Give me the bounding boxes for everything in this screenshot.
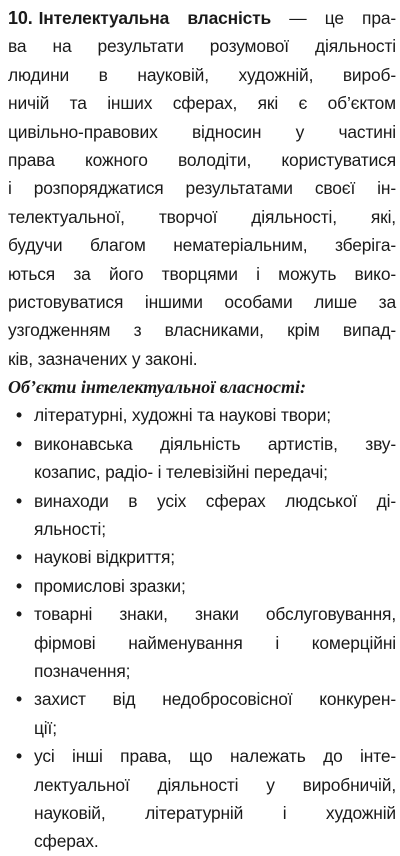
object-item-unfair-competition (8, 685, 396, 713)
definition-line-11: ристовуватися іншими особами лише за (8, 291, 396, 312)
object-item-trademarks (8, 600, 396, 628)
object-item-text: виконавська діяльність артистів, зву- (34, 433, 396, 454)
object-item-continuation: лектуальної діяльності у виробничій, (34, 774, 396, 795)
bullet-icon: • (16, 547, 22, 568)
bullet-icon: • (16, 433, 22, 454)
definition-line-6: права кожного володіти, користуватися (8, 149, 396, 170)
definition-line-8: телектуальної, творчої діяльності, які, (8, 206, 396, 227)
definition-line-3: людини в науковій, художній, вироб- (8, 64, 396, 85)
object-item-continuation: науковій, літературній і художній (34, 802, 396, 823)
definition-line-9: будучи благом нематеріальним, зберіга- (8, 235, 396, 256)
definition-line-7: і розпоряджатися результатами своєї ін- (8, 178, 396, 199)
object-item-text: літературні, художні та наукові твори; (34, 405, 331, 426)
object-item-text: усі інші права, що належать до інте- (34, 746, 396, 767)
object-item-continuation: яльності; (34, 519, 106, 540)
object-item-continuation: козапис, радіо- і телевізійні передачі; (34, 462, 328, 483)
bullet-icon: • (16, 490, 22, 511)
object-item-discoveries (8, 543, 396, 571)
bullet-icon: • (16, 575, 22, 596)
object-item-text: промислові зразки; (34, 575, 186, 596)
bullet-icon: • (16, 689, 22, 710)
definition-line-13: ків, зазначених у законі. (8, 348, 198, 369)
object-item-text: захист від недобросовісної конкурен- (34, 689, 396, 710)
objects-heading: Об’єкти інтелектуальної власності: (8, 377, 307, 398)
object-item-other-rights (8, 742, 396, 770)
definition-line-1 (8, 4, 396, 32)
definition-text: — це пра- (271, 8, 397, 28)
item-number: 10. (8, 8, 33, 28)
object-item-continuation: сферах. (34, 831, 99, 852)
object-item-literary-works (8, 401, 396, 429)
term-title: Інтелектуальна власність (38, 8, 272, 28)
bullet-icon: • (16, 405, 22, 426)
object-item-continuation: ції; (34, 717, 57, 738)
textbook-page (8, 4, 396, 856)
object-item-continuation: фірмові найменування і комерційні (34, 632, 396, 653)
definition-line-5: цивільно-правових відносин у частині (8, 121, 396, 142)
object-item-performance (8, 430, 396, 458)
bullet-icon: • (16, 746, 22, 767)
definition-line-10: ються за його творцями і можуть вико- (8, 263, 396, 284)
definition-line-12: узгодженням з власниками, крім випад- (8, 320, 396, 341)
object-item-text: винаходи в усіх сферах людської ді- (34, 490, 396, 511)
object-item-text: наукові відкриття; (34, 547, 175, 568)
object-item-industrial-designs (8, 572, 396, 600)
object-item-continuation: позначення; (34, 660, 131, 681)
object-item-text: товарні знаки, знаки обслуговування, (34, 604, 396, 625)
definition-line-4: ничій та інших сферах, які є об’єктом (8, 93, 396, 114)
bullet-icon: • (16, 604, 22, 625)
object-item-inventions (8, 487, 396, 515)
definition-line-2: ва на результати розумової діяльності (8, 36, 396, 57)
